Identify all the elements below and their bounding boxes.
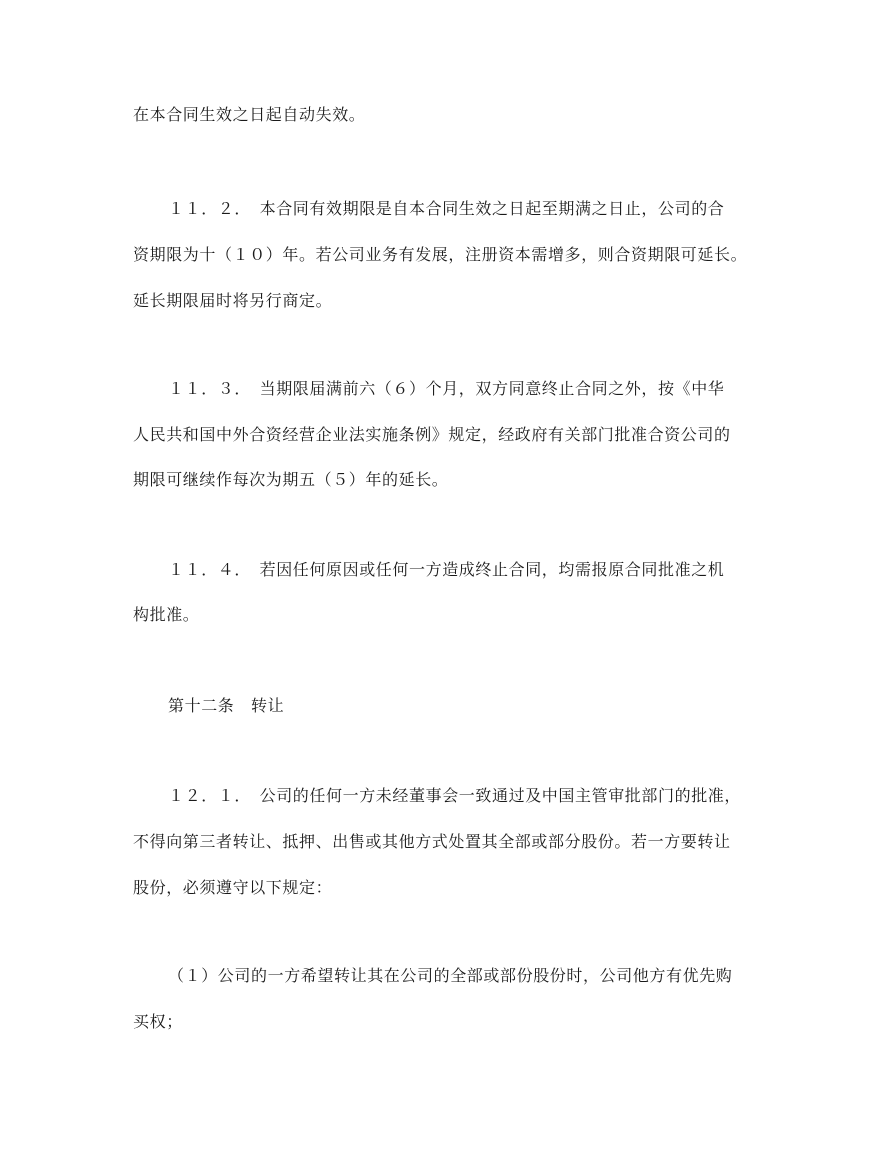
clause-11-3-heading-line: １１．３． 当期限届满前六（６）个月，双方同意终止合同之外，按《中华 <box>168 379 725 398</box>
paragraph-line: 延长期限届时将另行商定。 <box>133 291 333 310</box>
article-12-title: 第十二条 转让 <box>168 696 285 715</box>
paragraph-line: 不得向第三者转让、抵押、出售或其他方式处置其全部或部分股份。若一方要转让 <box>133 832 731 851</box>
clause-12-1-heading-line: １２．１． 公司的任何一方未经董事会一致通过及中国主管审批部门的批准， <box>168 786 742 805</box>
paragraph-line: 股份，必须遵守以下规定： <box>133 878 333 897</box>
clause-11-4-heading-line: １１．４． 若因任何原因或任何一方造成终止合同，均需报原合同批准之机 <box>168 560 725 579</box>
paragraph-line: 构批准。 <box>133 605 200 624</box>
paragraph-line: 期限可继续作每次为期五（５）年的延长。 <box>133 470 449 489</box>
paragraph-line: 人民共和国中外合资经营企业法实施条例》规定，经政府有关部门批准合资公司的 <box>133 425 731 444</box>
paragraph-line: 买权； <box>133 1012 183 1031</box>
clause-11-2-heading-line: １１．２． 本合同有效期限是自本合同生效之日起至期满之日止，公司的合 <box>168 199 725 218</box>
paragraph-line: 在本合同生效之日起自动失效。 <box>133 105 366 124</box>
paragraph-line: 资期限为十（１０）年。若公司业务有发展，注册资本需增多，则合资期限可延长。 <box>133 245 748 264</box>
list-item-1-line: （１）公司的一方希望转让其在公司的全部或部份股份时，公司他方有优先购 <box>168 966 733 985</box>
